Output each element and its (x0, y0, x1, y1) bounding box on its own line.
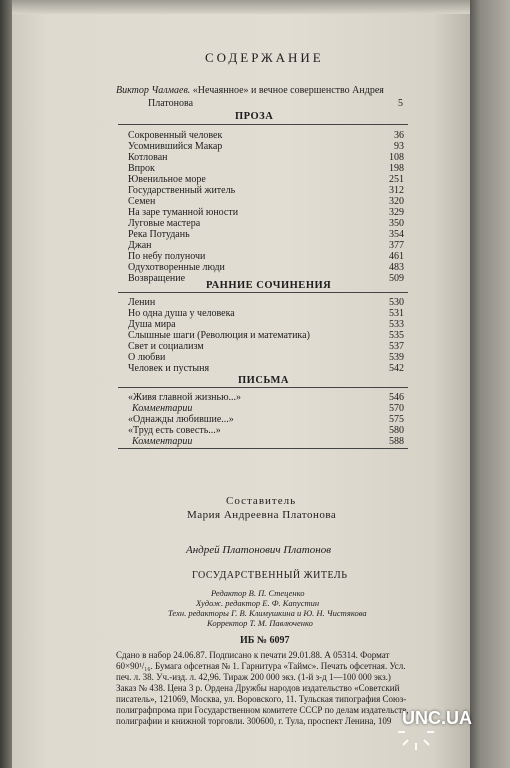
toc-row (128, 196, 404, 207)
toc-item-page: 537 (389, 341, 404, 352)
imprint-line: полиграфии и книжной торговли. 300600, г. Тула, проспект Ленина, 109 (116, 716, 392, 726)
toc-item-page: 377 (389, 240, 404, 251)
toc-item-title: Усомнившийся Макар (128, 141, 223, 152)
toc-row (128, 251, 404, 262)
intro-author: Виктор Чалмаев. (116, 85, 191, 96)
toc-item-page: 354 (389, 229, 404, 240)
imprint-line: 60×90¹/₁₆. Бумага офсетная № 1. Гарнитура «Таймс». Печать офсетная. Усл. (116, 661, 406, 671)
toc-row (128, 185, 404, 196)
toc-item-title: Сокровенный человек (128, 130, 223, 141)
intro-title-continuation: Платонова (148, 98, 194, 109)
toc-item-page: 539 (389, 352, 404, 363)
section-divider (118, 124, 408, 125)
toc-item-title: Свет и социализм (128, 341, 204, 352)
toc-item-page: 312 (389, 185, 404, 196)
toc-item-page: 533 (389, 319, 404, 330)
credit-art-editor: Худож. редактор Е. Ф. Капустин (196, 598, 320, 608)
toc-item-page: 461 (389, 251, 404, 262)
toc-row (132, 403, 404, 414)
toc-row (128, 130, 404, 141)
toc-row (128, 262, 404, 273)
toc-row (128, 152, 404, 163)
section-title-prose: ПРОЗА (235, 111, 274, 122)
toc-item-title: Ленин (128, 297, 156, 308)
toc-row (128, 297, 404, 308)
toc-row (128, 363, 404, 374)
book-author: Андрей Платонович Платонов (186, 544, 331, 556)
toc-item-title: Комментарии (132, 436, 193, 447)
toc-heading: СОДЕРЖАНИЕ (205, 50, 324, 65)
toc-row (132, 436, 404, 447)
credit-corrector: Корректор Т. М. Павлюченко (207, 618, 313, 628)
book-gutter (0, 0, 12, 768)
compiler-label: Составитель (226, 495, 297, 507)
toc-item-page: 575 (389, 414, 404, 425)
toc-item-title: На заре туманной юности (128, 207, 239, 218)
toc-row (128, 218, 404, 229)
toc-row (128, 240, 404, 251)
toc-row (128, 414, 404, 425)
ib-number: ИБ № 6097 (240, 635, 290, 646)
toc-row (128, 319, 404, 330)
toc-item-page: 329 (389, 207, 404, 218)
toc-item-title: Комментарии (132, 403, 193, 414)
toc-row (128, 141, 404, 152)
toc-item-title: Человек и пустыня (128, 363, 210, 374)
imprint-line: писатель», 121069, Москва, ул. Воровского, 11. Тульская типография Союз- (116, 694, 407, 704)
toc-item-title: Луговые мастера (128, 218, 201, 229)
toc-item-page: 531 (389, 308, 404, 319)
toc-row (128, 392, 404, 403)
toc-row (128, 174, 404, 185)
toc-item-title: Впрок (128, 163, 155, 174)
intro-page-number: 5 (398, 98, 403, 109)
toc-item-page: 580 (389, 425, 404, 436)
toc-item-page: 36 (394, 130, 404, 141)
toc-row (128, 341, 404, 352)
toc-row (128, 352, 404, 363)
toc-row (128, 330, 404, 341)
toc-item-page: 542 (389, 363, 404, 374)
watermark-text: UNC.UA (402, 708, 472, 728)
credit-tech-editors: Техн. редакторы Г. В. Климушкина и Ю. Н. Чистякова (168, 608, 367, 618)
toc-item-title: Река Потудань (128, 229, 190, 240)
toc-item-page: 320 (389, 196, 404, 207)
toc-item-page: 530 (389, 297, 404, 308)
book-title: ГОСУДАРСТВЕННЫЙ ЖИТЕЛЬ (192, 570, 348, 581)
toc-item-title: «Труд есть совесть...» (128, 425, 221, 436)
toc-intro-line (116, 85, 384, 96)
intro-title: «Нечаянное» и вечное совершенство Андрея (192, 85, 384, 96)
imprint-line: полиграфпрома при Государственном комитете СССР по делам издательств, (116, 705, 409, 715)
section-title-early-works: РАННИЕ СОЧИНЕНИЯ (206, 280, 332, 291)
toc-row (128, 425, 404, 436)
toc-item-title: Государственный житель (128, 185, 236, 196)
toc-item-title: «Однажды любившие...» (128, 414, 234, 425)
toc-item-title: Слышные шаги (Революция и математика) (128, 330, 310, 341)
toc-item-page: 350 (389, 218, 404, 229)
toc-item-page: 509 (389, 273, 404, 284)
toc-item-title: Семен (128, 196, 156, 207)
toc-item-title: Ювенильное море (128, 174, 206, 185)
toc-item-page: 588 (389, 436, 404, 447)
section-divider (118, 387, 408, 388)
toc-row (128, 308, 404, 319)
toc-item-title: Джан (128, 240, 152, 251)
compiler-name: Мария Андреевна Платонова (187, 509, 337, 521)
imprint-line: печ. л. 38. Уч.-изд. л. 42,96. Тираж 200 000 экз. (1-й з-д 1—100 000 экз.) (116, 672, 391, 682)
toc-item-title: Но одна душа у человека (128, 308, 235, 319)
section-title-letters: ПИСЬМА (238, 375, 289, 386)
toc-item-page: 535 (389, 330, 404, 341)
toc-item-title: «Живя главной жизнью...» (128, 392, 242, 403)
imprint-line: Сдано в набор 24.06.87. Подписано к печати 29.01.88. А 05314. Формат (116, 650, 390, 660)
toc-item-page: 108 (389, 152, 404, 163)
toc-row (128, 207, 404, 218)
toc-end-divider (118, 448, 408, 449)
toc-row (128, 229, 404, 240)
toc-item-page: 93 (394, 141, 404, 152)
credit-editor: Редактор В. П. Стеценко (211, 588, 305, 598)
toc-row (128, 163, 404, 174)
facing-page-edge (470, 0, 510, 768)
toc-item-title: Возвращение (128, 273, 186, 284)
toc-item-page: 198 (389, 163, 404, 174)
toc-item-page: 546 (389, 392, 404, 403)
toc-item-title: Котлован (128, 152, 168, 163)
toc-item-title: Одухотворенные люди (128, 262, 225, 273)
imprint-line: Заказ № 438. Цена 3 р. Ордена Дружбы народов издательство «Советский (116, 683, 400, 693)
page-top-shadow (12, 0, 470, 14)
toc-item-title: По небу полуночи (128, 251, 206, 262)
toc-item-page: 483 (389, 262, 404, 273)
toc-item-title: Душа мира (128, 319, 176, 330)
toc-item-page: 570 (389, 403, 404, 414)
section-divider (118, 292, 408, 293)
toc-item-title: О любви (128, 352, 166, 363)
toc-item-page: 251 (389, 174, 404, 185)
